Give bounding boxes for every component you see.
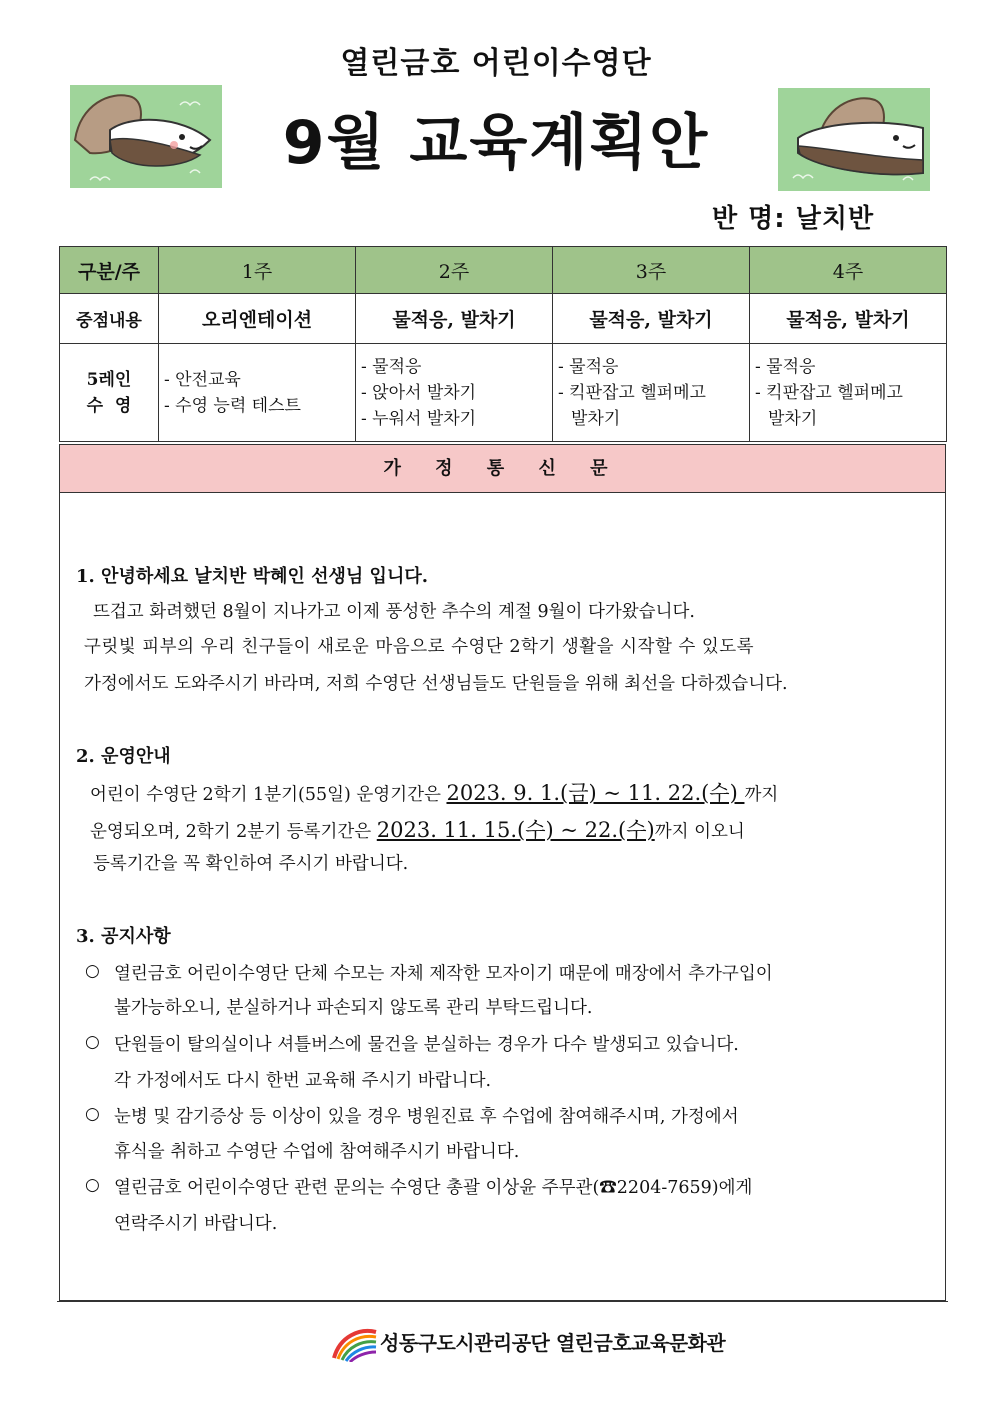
table-cell: 물적응, 발차기 xyxy=(750,294,947,344)
period-date: 2023. 9. 1.(금) ~ 11. 22.(수) xyxy=(446,781,745,805)
table-cell xyxy=(750,344,947,442)
column-header: 구분/주 xyxy=(60,247,159,294)
list-item: - 물적응 xyxy=(558,356,619,377)
list-item: - 물적응 xyxy=(361,356,422,377)
notice-line: 연락주시기 바랍니다. xyxy=(114,1214,278,1234)
bullet-icon: ○ xyxy=(85,1032,100,1052)
table-cell xyxy=(553,344,750,442)
table-header-row xyxy=(60,247,947,294)
row-label-line: 5레인 xyxy=(86,369,132,390)
table-cell xyxy=(356,344,553,442)
section-heading: 3. 공지사항 xyxy=(76,926,171,947)
table-cell: 오리엔테이션 xyxy=(159,294,356,344)
bullet-icon: ○ xyxy=(85,1104,100,1124)
text-segment: 까지 이오니 xyxy=(654,822,745,842)
text-segment: 어린이 수영단 2학기 1분기(55일) 운영기간은 xyxy=(90,785,447,805)
paragraph-line: 뜨겁고 화려했던 8월이 지나가고 이제 풍성한 추수의 계절 9월이 다가왔습니다. xyxy=(93,602,695,622)
list-item: - 앉아서 발차기 xyxy=(361,382,477,403)
list-item: - 누워서 발차기 xyxy=(361,408,477,429)
section-heading: 2. 운영안내 xyxy=(76,746,171,767)
list-item: 발차기 xyxy=(571,408,621,429)
paragraph-line: 등록기간을 꼭 확인하여 주시기 바랍니다. xyxy=(93,854,409,874)
newsletter-title: 가 정 통 신 문 xyxy=(59,444,946,493)
list-item: - 수영 능력 테스트 xyxy=(164,395,301,416)
paragraph-line xyxy=(90,814,745,844)
list-item: - 물적응 xyxy=(755,356,816,377)
table-cell: 물적응, 발차기 xyxy=(553,294,750,344)
class-name: 반 명: 날치반 xyxy=(712,204,875,234)
notice-line: 눈병 및 감기증상 등 이상이 있을 경우 병원진료 후 수업에 참여해주시며, 가정에서 xyxy=(114,1107,739,1127)
section-heading: 1. 안녕하세요 날치반 박혜인 선생님 입니다. xyxy=(76,566,428,587)
table-row xyxy=(60,344,947,442)
paragraph-line xyxy=(90,777,778,807)
notice-line: 열린금호 어린이수영단 관련 문의는 수영단 총괄 이상윤 주무관(☎2204-7659)에게 xyxy=(114,1178,753,1198)
table-cell xyxy=(159,344,356,442)
page-title: 9월 교육계획안 xyxy=(282,108,710,178)
notice-line: 불가능하오니, 분실하거나 파손되지 않도록 관리 부탁드립니다. xyxy=(114,998,593,1018)
text-segment: 까지 xyxy=(744,785,779,805)
notice-line: 각 가정에서도 다시 한번 교육해 주시기 바랍니다. xyxy=(114,1071,492,1091)
row-label-line: 수 영 xyxy=(86,395,132,416)
list-item: - 킥판잡고 헬퍼메고 xyxy=(755,382,903,403)
footer xyxy=(330,1320,726,1364)
row-label: 중점내용 xyxy=(60,294,159,344)
rainbow-logo-icon xyxy=(330,1322,380,1362)
bullet-icon: ○ xyxy=(85,1175,100,1195)
fish-mascot-icon xyxy=(778,88,930,191)
column-header: 1주 xyxy=(159,247,356,294)
column-header: 3주 xyxy=(553,247,750,294)
paragraph-line: 구릿빛 피부의 우리 친구들이 새로운 마음으로 수영단 2학기 생활을 시작할 수 있도록 xyxy=(84,637,755,657)
list-item: 발차기 xyxy=(768,408,818,429)
notice-line: 단원들이 탈의실이나 셔틀버스에 물건을 분실하는 경우가 다수 발생되고 있습니다. xyxy=(114,1035,739,1055)
notice-line: 휴식을 취하고 수영단 수업에 참여해주시기 바랍니다. xyxy=(114,1142,520,1162)
header-subtitle: 열린금호 어린이수영단 xyxy=(340,46,652,81)
education-plan-table xyxy=(59,246,947,442)
notice-line: 열린금호 어린이수영단 단체 수모는 자체 제작한 모자이기 때문에 매장에서 추가구입이 xyxy=(114,964,773,984)
list-item: - 안전교육 xyxy=(164,369,241,390)
footer-org: 성동구도시관리공단 열린금호교육문화관 xyxy=(380,1331,726,1355)
paragraph-line: 가정에서도 도와주시기 바라며, 저희 수영단 선생님들도 단원들을 위해 최선을 다하겠습니다. xyxy=(84,674,788,694)
text-segment: 운영되오며, 2학기 2분기 등록기간은 xyxy=(90,822,377,842)
table-cell: 물적응, 발차기 xyxy=(356,294,553,344)
divider xyxy=(57,1301,948,1302)
row-label xyxy=(60,344,159,442)
list-item: - 킥판잡고 헬퍼메고 xyxy=(558,382,706,403)
registration-date: 2023. 11. 15.(수) ~ 22.(수) xyxy=(376,818,655,842)
table-row xyxy=(60,294,947,344)
column-header: 4주 xyxy=(750,247,947,294)
bullet-icon: ○ xyxy=(85,961,100,981)
column-header: 2주 xyxy=(356,247,553,294)
